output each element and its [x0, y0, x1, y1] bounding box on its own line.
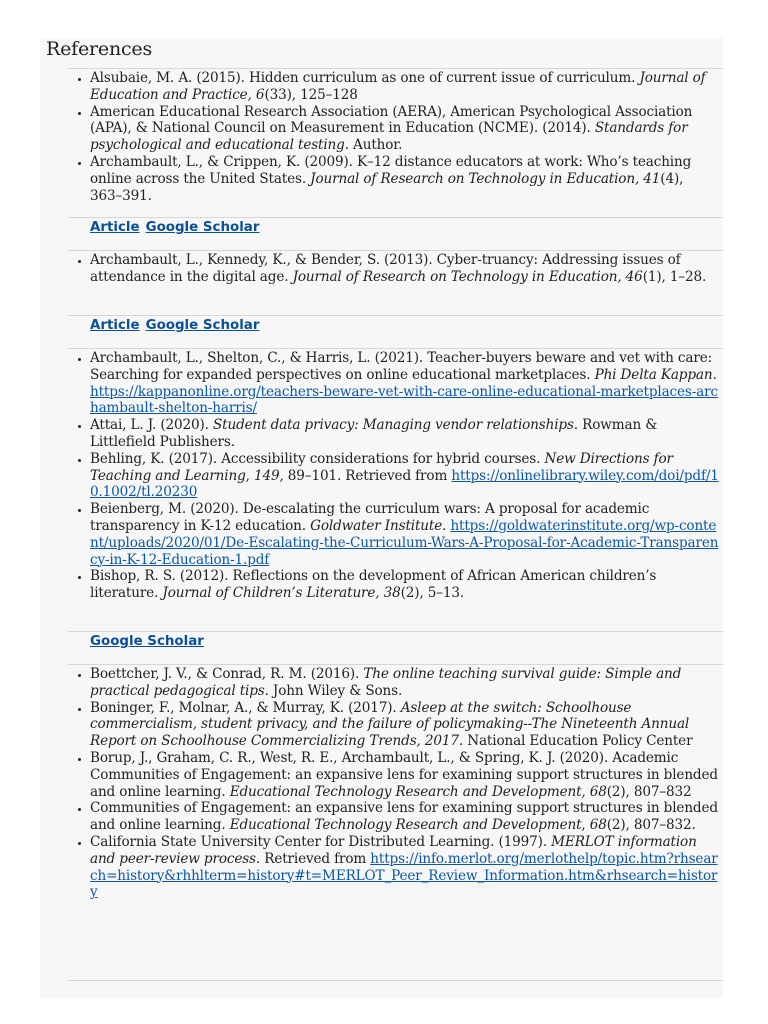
reference-item — [90, 451, 719, 501]
article-link[interactable]: Article — [90, 318, 140, 333]
reference-text: Attai, L. J. (2020). — [90, 417, 213, 434]
reference-text: (4), 363–391. — [90, 170, 684, 204]
reference-links — [90, 634, 210, 649]
reference-url-link[interactable]: https://onlinelibrary.wiley.com/doi/pdf/10.1002/tl.20230 — [90, 467, 719, 501]
reference-item — [90, 834, 719, 901]
reference-url-link[interactable]: https://kappanonline.org/teachers-beware-vet-with-care-online-educational-marketplaces-archambault-shelton-harris/ — [90, 383, 718, 417]
article-link[interactable]: Article — [90, 220, 140, 235]
reference-text: California State University Center for Distributed Learning. (1997). — [90, 833, 552, 850]
reference-item — [90, 666, 719, 700]
reference-item — [90, 252, 719, 286]
reference-source: MERLOT information and peer-review process — [90, 833, 697, 867]
reference-item — [90, 750, 719, 800]
reference-text: Boninger, F., Molnar, A., & Murray, K. (2017). — [90, 699, 401, 716]
reference-source: 68 — [589, 817, 607, 834]
reference-text: Archambault, L., Kennedy, K., & Bender, S. (2013). Cyber-truancy: Addressing issues of attendance in the digital age. — [90, 252, 681, 285]
reference-text: . Author. — [344, 137, 403, 154]
reference-source: Asleep at the switch: Schoolhouse commercialism, student privacy, and the failure of policymaking--The Nineteenth Annual Report on Schoolhouse Commercializing Trends, 2017 — [90, 699, 690, 750]
divider — [68, 980, 723, 981]
reference-text: (33), 125–128 — [264, 86, 358, 103]
reference-text: Archambault, L., Shelton, C., & Harris, L. (2021). Teacher-buyers beware and vet with care: Searching for expanded perspectives on online educational marketplaces. — [90, 350, 713, 383]
reference-text: American Educational Research Association (AERA), American Psychological Association (APA), & National Council on Measurement in Education (NCME). (2014). — [90, 103, 693, 137]
page-title: References — [46, 38, 153, 60]
reference-text: Beienberg, M. (2020). De-escalating the curriculum wars: A proposal for academic transparency in K-12 education. — [90, 501, 650, 534]
reference-source: Goldwater Institute — [310, 517, 443, 534]
reference-text: Bishop, R. S. (2012). Reflections on the development of African American children’s literature. — [90, 568, 657, 602]
reference-list — [68, 252, 719, 286]
divider — [68, 664, 723, 665]
reference-text: . Rowman & Littlefield Publishers. — [90, 417, 658, 450]
reference-text: Alsubaie, M. A. (2015). Hidden curriculum as one of current issue of curriculum. — [90, 70, 640, 86]
reference-text: . John Wiley & Sons. — [264, 682, 403, 699]
reference-item — [90, 568, 719, 602]
reference-text: (2), 807–832. — [606, 817, 696, 834]
divider — [68, 631, 723, 632]
google-scholar-link[interactable]: Google Scholar — [90, 634, 204, 649]
divider — [68, 348, 723, 349]
reference-url-link[interactable]: https://info.merlot.org/merlothelp/topic.htm?rhsearch=history&rhhlterm=history#t=MERLOT_Peer_Review_Information.htm&rhsearch=history — [90, 850, 718, 901]
reference-text: (1), 1–28. — [642, 268, 707, 285]
references-section — [40, 38, 723, 998]
reference-source: New Directions for Teaching and Learning — [90, 450, 673, 484]
reference-source: Journal of Children’s Literature, 38 — [162, 585, 401, 602]
reference-source: The online teaching survival guide: Simple and practical pedagogical tips — [90, 666, 682, 699]
google-scholar-link[interactable]: Google Scholar — [145, 318, 260, 333]
reference-item — [90, 350, 719, 417]
reference-list — [68, 666, 719, 901]
reference-text: . National Education Policy Center — [458, 733, 693, 750]
reference-text: , — [245, 467, 254, 484]
reference-source: Student data privacy: Managing vendor relationships — [213, 417, 574, 434]
reference-item — [90, 501, 719, 568]
reference-source: 149 — [253, 467, 280, 484]
reference-url-link[interactable]: https://goldwaterinstitute.org/wp-content/uploads/2020/01/De-Escalating-the-Curriculum-Wars-A-Proposal-for-Academic-Transparency-in-K-12-Education-1.pdf — [90, 517, 719, 568]
reference-links — [90, 318, 265, 333]
divider — [68, 315, 723, 316]
reference-text: . — [442, 517, 451, 534]
divider — [68, 68, 723, 69]
reference-text: (2), 5–13. — [400, 585, 465, 602]
reference-text: Borup, J., Graham, C. R., West, R. E., Archambault, L., & Spring, K. J. (2020). Academic Communities of Engagement: an expansive lens for examining support structures in blended and online learning. — [90, 749, 718, 800]
reference-list — [68, 350, 719, 602]
divider — [68, 217, 723, 218]
reference-source: Educational Technology Research and Development, 68 — [229, 783, 607, 800]
reference-item — [90, 70, 719, 104]
reference-source: Phi Delta Kappan — [594, 366, 713, 383]
reference-links — [90, 220, 265, 235]
divider — [68, 250, 723, 251]
reference-text: . — [712, 366, 717, 383]
reference-text: Communities of Engagement: an expansive lens for examining support structures in blended and online learning. — [90, 800, 718, 834]
reference-text: Behling, K. (2017). Accessibility considerations for hybrid courses. — [90, 450, 545, 467]
google-scholar-link[interactable]: Google Scholar — [145, 220, 260, 235]
reference-item — [90, 700, 719, 750]
reference-source: Journal of Research on Technology in Education, 46 — [292, 268, 643, 285]
reference-item — [90, 104, 719, 154]
reference-item — [90, 800, 719, 834]
reference-text: , 89–101. Retrieved from — [279, 467, 452, 484]
reference-source: Journal of Research on Technology in Education, 41 — [310, 170, 661, 187]
reference-item — [90, 154, 719, 204]
reference-source: Journal of Education and Practice, 6 — [90, 70, 706, 103]
reference-list — [68, 70, 719, 204]
reference-text: Archambault, L., & Crippen, K. (2009). K–12 distance educators at work: Who’s teaching online across the United States. — [90, 153, 692, 187]
reference-text: (2), 807–832 — [606, 783, 692, 800]
reference-text: Boettcher, J. V., & Conrad, R. M. (2016). — [90, 666, 364, 682]
reference-item — [90, 417, 719, 451]
reference-text: , — [581, 817, 590, 834]
reference-text: . Retrieved from — [255, 850, 371, 867]
reference-source: Standards for psychological and educational testing — [90, 120, 688, 154]
reference-source: Educational Technology Research and Development — [229, 817, 582, 834]
